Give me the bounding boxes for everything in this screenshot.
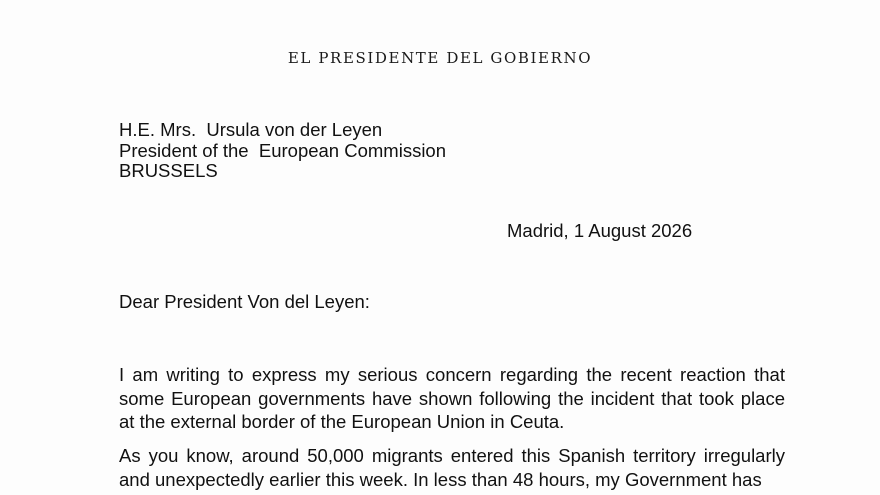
letterhead-title: EL PRESIDENTE DEL GOBIERNO [287,49,593,67]
salutation: Dear President Von del Leyen: [119,291,370,312]
date-line: Madrid, 1 August 2026 [507,220,693,241]
recipient-title: President of the European Commission [119,139,447,161]
recipient-city: BRUSSELS [119,160,218,181]
recipient-name: H.E. Mrs. Ursula von der Leyen [119,119,383,140]
recipient-address-block [119,120,446,182]
paragraph-2: As you know, around 50,000 migrants entered this Spanish territory irregularly and unexpectedly earlier this week. In less than 48 hours, my Government has [119,445,785,490]
paragraph-1: I am writing to express my serious concern regarding the recent reaction that some European governments have shown following the incident that took place at the external border of the European Union in Ceuta. [119,364,785,432]
